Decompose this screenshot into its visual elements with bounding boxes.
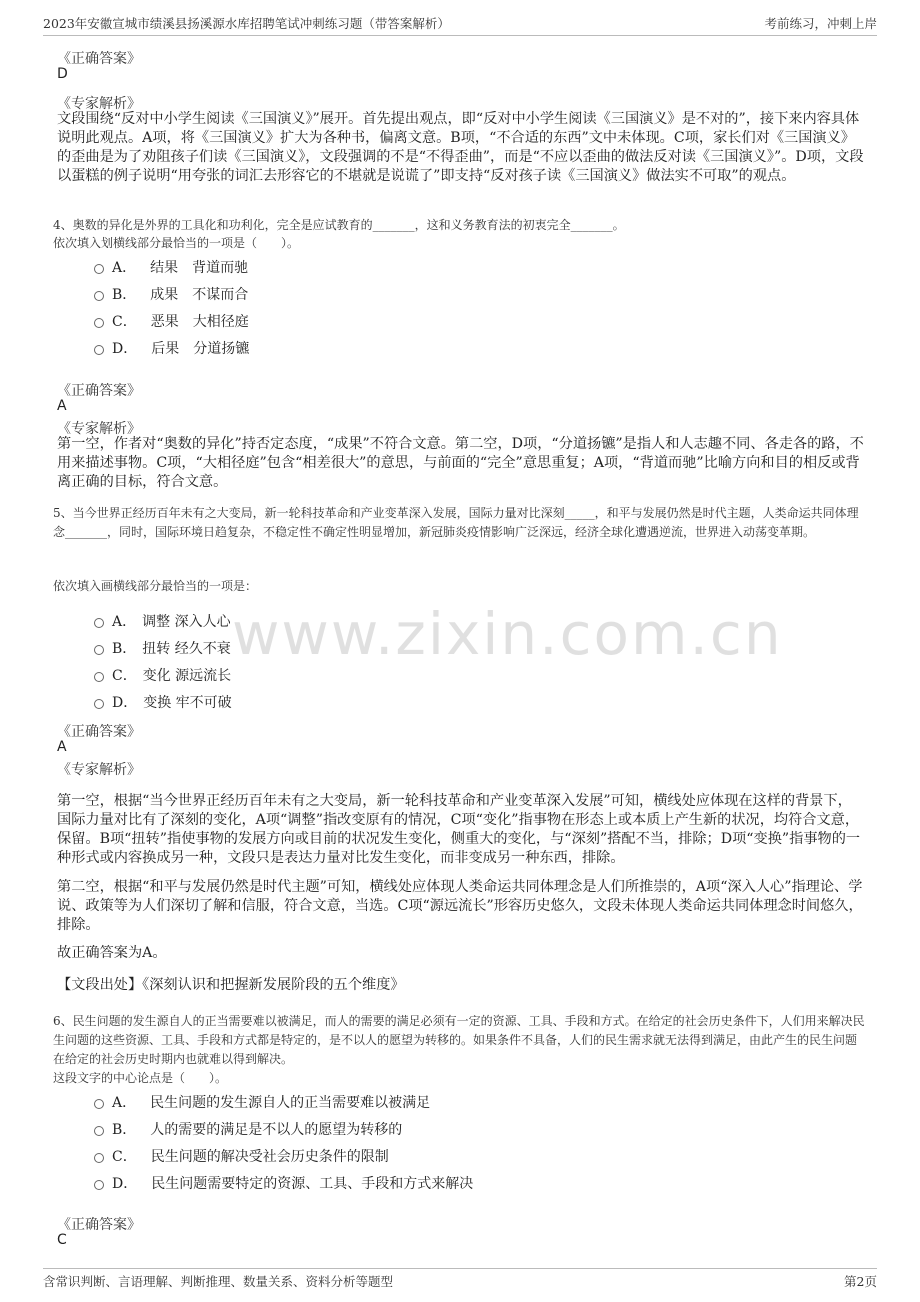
- radio-button[interactable]: [94, 264, 104, 274]
- option-d[interactable]: D． 变换 牢不可破: [94, 692, 232, 712]
- question-stem: 6、民生问题的发生源自人的正当需要难以被满足，而人的需要的满足必须有一定的资源、工具、手段和方式。在给定的社会历史条件下，人们用来解决民生问题的这些资源、工具、手段和方式都是特定的，是不以人的愿望为转移的。如果条件不具备，人们的民生需求就无法得到满足，由此产生的民生问题在给定的社会历史时期内也就难以得到解决。: [53, 1014, 865, 1066]
- option-b[interactable]: B． 人的需要的满足是不以人的愿望为转移的: [94, 1119, 402, 1139]
- source-text: 【文段出处】《深刻认识和把握新发展阶段的五个维度》: [57, 977, 405, 993]
- question-stem: 4、奥数的异化是外界的工具化和功利化，完全是应试教育的_______，这和义务教育法的初衷完全_______。: [53, 218, 625, 232]
- analysis-label: 《专家解析》: [57, 762, 141, 778]
- answer-value: A: [57, 739, 67, 755]
- header-slogan: 考前练习，冲刺上岸: [764, 16, 877, 31]
- option-b[interactable]: B． 成果 不谋而合: [94, 284, 248, 304]
- analysis-text: 第一空，作者对“奥数的异化”持否定态度，“成果”不符合文意。第二空，D项，“分道扬镳”是指人和人志趣不同、各走各的路，不用来描述事物。C项，“大相径庭”包含“相差很大”的意思，与前面的“完全”意思重复；A项，“背道而驰”比喻方向和目的相反或背离正确的目标，符合文意。: [57, 436, 864, 490]
- radio-button[interactable]: [94, 345, 104, 355]
- answer-value: A: [57, 398, 67, 414]
- answer-label: 《正确答案》: [57, 383, 141, 399]
- analysis-text: 第一空，根据“当今世界正经历百年未有之大变局，新一轮科技革命和产业变革深入发展”可知，横线处应体现在这样的背景下，国际力量对比有了深刻的变化，A项“调整”指改变原有的情况，C项“变化”指事物在形态上或本质上产生新的状况，均符合文意，保留。B项“扭转”指使事物的发展方向或目前的状况发生变化，侧重大的变化，与“深刻”搭配不当，排除；D项“变换”指事物的一种形式或内容换成另一种，文段只是表达力量对比发生变化，而非变成另一种东西，排除。: [57, 793, 861, 866]
- question-prompt: 依次填入划横线部分最恰当的一项是（ ）。: [53, 236, 300, 250]
- question-prompt: 依次填入画横线部分最恰当的一项是：: [53, 579, 258, 593]
- answer-label: 《正确答案》: [57, 1217, 141, 1233]
- answer-value: C: [57, 1232, 67, 1248]
- page-header: [43, 10, 877, 36]
- page-number: 第2页: [844, 1274, 877, 1289]
- radio-button[interactable]: [94, 672, 104, 682]
- radio-button[interactable]: [94, 1180, 104, 1190]
- option-c[interactable]: C． 变化 源远流长: [94, 665, 231, 685]
- question-stem: 5、当今世界正经历百年未有之大变局，新一轮科技革命和产业变革深入发展，国际力量对比深刻_____，和平与发展仍然是时代主题，人类命运共同体理念_______，同时，国际环境日趋复杂，不稳定性不确定性明显增加，新冠肺炎疫情影响广泛深远，经济全球化遭遇逆流，世界进入动荡变革期。: [53, 506, 859, 539]
- analysis-label: 《专家解析》: [57, 96, 141, 112]
- question-prompt: 这段文字的中心论点是（ ）。: [53, 1071, 228, 1085]
- radio-button[interactable]: [94, 645, 104, 655]
- option-b[interactable]: B． 扭转 经久不衰: [94, 638, 231, 658]
- option-c[interactable]: C． 民生问题的解决受社会历史条件的限制: [94, 1146, 389, 1166]
- option-a[interactable]: A． 调整 深入人心: [94, 611, 231, 631]
- radio-button[interactable]: [94, 1153, 104, 1163]
- radio-button[interactable]: [94, 291, 104, 301]
- analysis-text: 文段围绕“反对中小学生阅读《三国演义》”展开。首先提出观点，即“反对中小学生阅读《三国演义》是不对的”，接下来内容具体说明此观点。A项，将《三国演义》扩大为各种书，偏离文意。B项，“不合适的东西”文中未体现。C项，家长们对《三国演义》的歪曲是为了劝阻孩子们读《三国演义》，文段强调的不是“不得歪曲”，而是“不应以歪曲的做法反对读《三国演义》”。D项，文段以蛋糕的例子说明“用夸张的词汇去形容它的不堪就是说谎了”即支持“反对孩子读《三国演义》做法实不可取”的观点。: [57, 111, 864, 184]
- radio-button[interactable]: [94, 318, 104, 328]
- option-c[interactable]: C． 恶果 大相径庭: [94, 311, 249, 331]
- document-title: 2023年安徽宣城市绩溪县扬溪源水库招聘笔试冲刺练习题（带答案解析）: [43, 16, 450, 31]
- conclusion-text: 故正确答案为A。: [57, 945, 167, 961]
- analysis-label: 《专家解析》: [57, 421, 141, 437]
- radio-button[interactable]: [94, 1126, 104, 1136]
- answer-value: D: [57, 66, 68, 82]
- option-d[interactable]: D． 后果 分道扬镳: [94, 338, 249, 358]
- analysis-text: 第二空，根据“和平与发展仍然是时代主题”可知，横线处应体现人类命运共同体理念是人们所推崇的，A项“深入人心”指理论、学说、政策等为人们深切了解和信服，符合文意，当选。C项“源远流长”形容历史悠久，文段未体现人类命运共同体理念时间悠久，排除。: [57, 879, 863, 933]
- watermark: www.zixin.com.cn: [232, 600, 783, 668]
- radio-button[interactable]: [94, 1099, 104, 1109]
- answer-label: 《正确答案》: [57, 724, 141, 740]
- radio-button[interactable]: [94, 699, 104, 709]
- radio-button[interactable]: [94, 618, 104, 628]
- option-a[interactable]: A． 民生问题的发生源自人的正当需要难以被满足: [94, 1092, 430, 1112]
- footer-description: 含常识判断、言语理解、判断推理、数量关系、资料分析等题型: [43, 1274, 394, 1289]
- option-a[interactable]: A． 结果 背道而驰: [94, 257, 248, 277]
- answer-label: 《正确答案》: [57, 51, 141, 67]
- option-d[interactable]: D． 民生问题需要特定的资源、工具、手段和方式来解决: [94, 1173, 473, 1193]
- page-footer: [43, 1268, 877, 1294]
